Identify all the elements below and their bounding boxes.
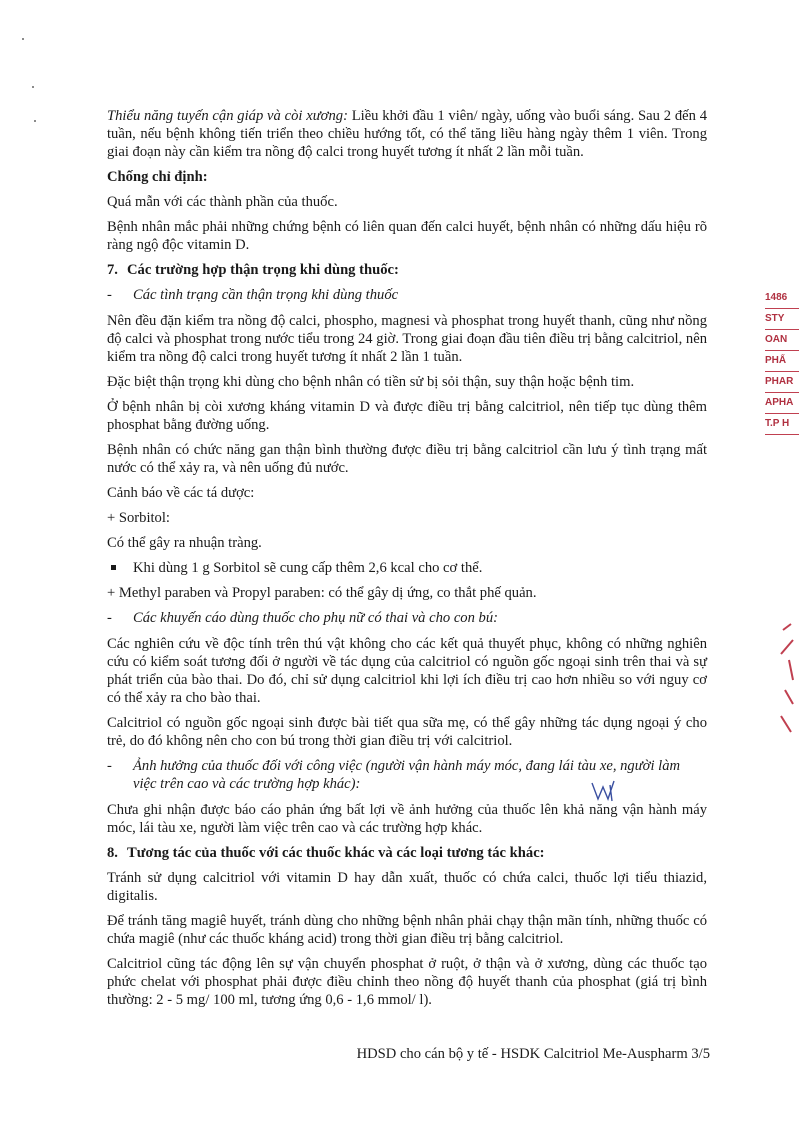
s7-paragraph-9: Các nghiên cứu về độc tính trên thú vật không cho các kết quả thuyết phục, không có những nghiên cứu có kiểm soát tương đối ở người về tác dụng của calcitriol có nguồn gốc ngoại sinh trên thai và sự phát triển của bào thai. Do đó, chỉ sử dụng calcitriol khi lợi ích điều trị cao hơn nhiều so với nguy cơ có thể xảy ra cho bào thai.: [107, 636, 707, 706]
dash-marker: -: [107, 287, 112, 303]
s8-paragraph-1: Tránh sử dụng calcitriol với vitamin D hay dẫn xuất, thuốc có chứa calci, thuốc lợi tiểu thiazid, digitalis.: [107, 870, 707, 904]
dosage-lead: Thiểu năng tuyến cận giáp và còi xương:: [107, 108, 348, 124]
company-stamp-fragment: [765, 292, 799, 439]
s7-paragraph-7: Có thể gây ra nhuận tràng.: [107, 535, 262, 551]
handwritten-initials-signature: [590, 779, 620, 803]
scan-speck: [34, 120, 36, 122]
s8-paragraph-3: Calcitriol cũng tác động lên sự vận chuyển phosphat ở ruột, ở thận và ở xương, dùng các thuốc tạo phức chelat với phosphat phải được điều chỉnh theo nồng độ huyết thanh của phosphat (giá trị bình thường: 2 - 5 mg/ 100 ml, tương ứng 0,6 - 1,6 mmol/ l).: [107, 956, 707, 1008]
section-title: Các trường hợp thận trọng khi dùng thuốc:: [127, 262, 399, 278]
section-title: Tương tác của thuốc với các thuốc khác và các loại tương tác khác:: [127, 845, 545, 861]
document-page: [107, 107, 707, 1016]
contra-paragraph-1: Quá mẫn với các thành phần của thuốc.: [107, 194, 338, 210]
subheading-precautions: [107, 286, 707, 304]
subheading-text: Ảnh hưởng của thuốc đối với công việc (người vận hành máy móc, đang lái tàu xe, người làm việc trên cao và các trường hợp khác):: [133, 758, 681, 792]
s7-paragraph-3: Ở bệnh nhân bị còi xương kháng vitamin D và được điều trị bằng calcitriol, nên tiếp tục dùng thêm phosphat bằng đường uống.: [107, 399, 707, 433]
seal-edge-fragment: [777, 620, 795, 740]
subheading-text: Các khuyến cáo dùng thuốc cho phụ nữ có thai và cho con bú:: [133, 610, 499, 626]
s7-paragraph-2: Đặc biệt thận trọng khi dùng cho bệnh nhân có tiền sử bị sỏi thận, suy thận hoặc bệnh tim.: [107, 374, 635, 390]
stamp-line: STY: [765, 313, 799, 330]
s7-paragraph-5: Cảnh báo về các tá dược:: [107, 485, 255, 501]
section-7-heading: [107, 261, 707, 279]
s7-paragraph-10: Calcitriol có nguồn gốc ngoại sinh được bài tiết qua sữa mẹ, có thể gây những tác dụng ngoại ý cho trẻ, do đó không nên cho con bú trong thời gian điều trị với calcitriol.: [107, 715, 707, 749]
bullet-item: [107, 559, 707, 577]
stamp-line: APHA: [765, 397, 799, 414]
dash-marker: -: [107, 610, 112, 626]
subheading-text: Các tình trạng cần thận trọng khi dùng thuốc: [133, 287, 399, 303]
stamp-line: 1486: [765, 292, 799, 309]
contraindications-heading: Chống chỉ định:: [107, 169, 208, 185]
subheading-pregnancy: [107, 609, 707, 627]
stamp-line: PHẨ: [765, 355, 799, 372]
stamp-line: T.P H: [765, 418, 799, 435]
dash-marker: -: [107, 758, 112, 774]
s7-paragraph-1: Nên đều đặn kiểm tra nồng độ calci, phospho, magnesi và phosphat trong huyết thanh, cũng như nồng độ calci và phosphat trong nước tiểu trong 24 giờ. Trong giai đoạn đầu tiên điều trị bằng calcitriol, nên kiểm tra nồng độ calci trong huyết tương ít nhất 2 lần 1 tuần.: [107, 313, 707, 365]
section-number: 8.: [107, 845, 118, 861]
stamp-line: OAN: [765, 334, 799, 351]
s7-paragraph-6: + Sorbitol:: [107, 510, 170, 526]
s7-paragraph-4: Bệnh nhân có chức năng gan thận bình thường được điều trị bằng calcitriol cần lưu ý tình trạng mất nước có thể xảy ra, và nên uống đủ nước.: [107, 442, 707, 476]
stamp-line: PHAR: [765, 376, 799, 393]
s7-paragraph-8: + Methyl paraben và Propyl paraben: có thể gây dị ứng, co thắt phế quản.: [107, 585, 537, 601]
section-number: 7.: [107, 262, 118, 278]
s8-paragraph-2: Để tránh tăng magiê huyết, tránh dùng cho những bệnh nhân phải chạy thận mãn tính, những thuốc có chứa magiê (như các thuốc kháng acid) trong thời gian điều trị bằng calcitriol.: [107, 913, 707, 947]
s7-paragraph-11: Chưa ghi nhận được báo cáo phản ứng bất lợi về ảnh hưởng của thuốc lên khả năng vận hành máy móc, lái tàu xe, người làm việc trên cao và các trường hợp khác.: [107, 802, 707, 836]
dosage-text: Liều khởi đầu 1 viên/ ngày, uống vào buổi sáng. Sau 2 đến 4 tuần, nếu bệnh không tiến triển theo chiều hướng tốt, có thể tăng liều hàng ngày thêm 1 viên. Trong giai đoạn này cần kiểm tra nồng độ calci trong huyết tương ít nhất 2 lần mỗi tuần.: [107, 108, 708, 160]
scan-speck: [32, 86, 34, 88]
page-footer: HDSD cho cán bộ y tế - HSDK Calcitriol Me-Auspharm 3/5: [356, 1046, 710, 1062]
section-8-heading: [107, 844, 707, 862]
scan-speck: [22, 38, 24, 40]
contra-paragraph-2: Bệnh nhân mắc phải những chứng bệnh có liên quan đến calci huyết, bệnh nhân có những dấu hiệu rõ ràng ngộ độc vitamin D.: [107, 219, 707, 253]
square-bullet-icon: [107, 559, 133, 577]
bullet-text: Khi dùng 1 g Sorbitol sẽ cung cấp thêm 2,6 kcal cho cơ thể.: [133, 560, 483, 576]
dosage-paragraph: [107, 107, 707, 161]
